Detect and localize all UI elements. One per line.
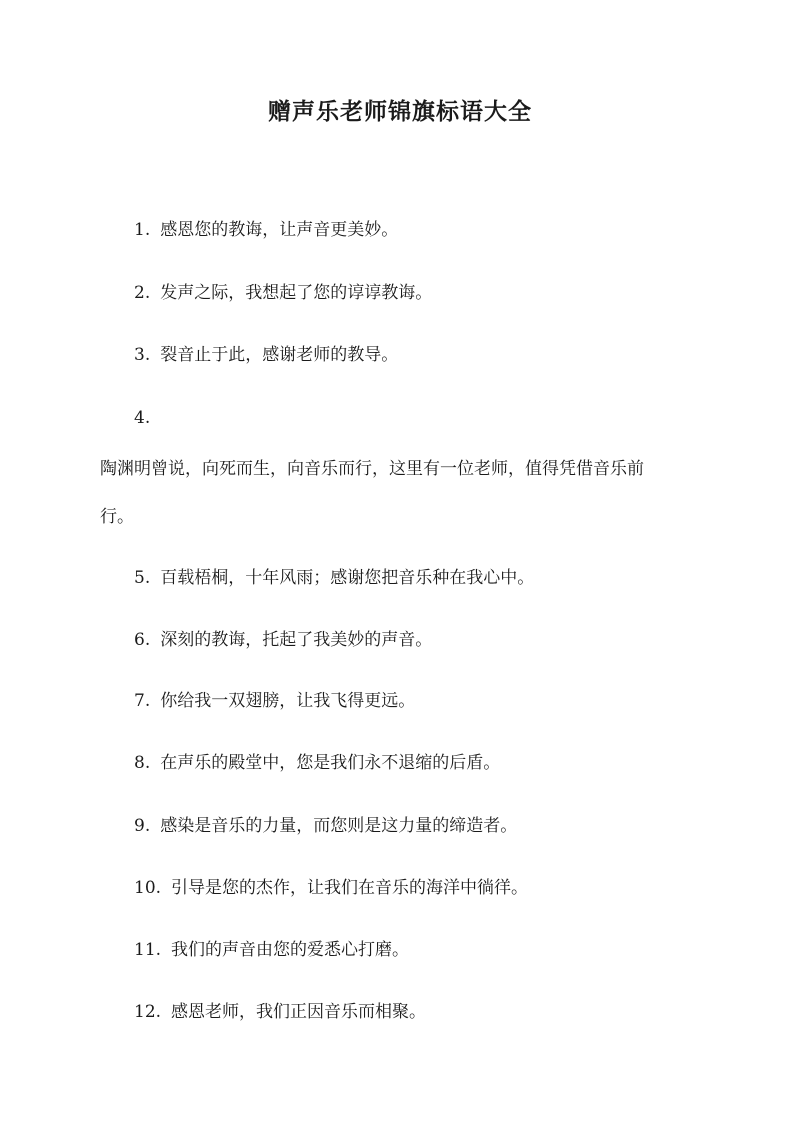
list-item-12 [134,1000,426,1024]
list-item-5 [134,566,534,590]
item-number: 9. [134,816,151,836]
item-number: 1. [134,220,151,240]
item-text: 百载梧桐，十年风雨；感谢您把音乐种在我心中。 [160,568,535,588]
list-item-6 [134,628,432,652]
item-number: 10. [134,878,162,898]
list-item-4-text-line-1: 陶渊明曾说，向死而生，向音乐而行，这里有一位老师，值得凭借音乐前 [100,459,644,479]
item-text: 感染是音乐的力量，而您则是这力量的缔造者。 [160,816,518,836]
list-item-1 [134,218,398,242]
list-item-9 [134,814,517,838]
item-number: 12. [134,1002,162,1022]
item-number: 7. [134,691,151,711]
item-text: 感恩老师，我们正因音乐而相聚。 [171,1002,427,1022]
list-item-3 [134,343,398,367]
list-item-4 [134,406,160,430]
list-item-7 [134,689,415,713]
item-number: 8. [134,753,151,773]
item-text: 你给我一双翅膀，让我飞得更远。 [160,691,416,711]
item-number: 5. [134,568,151,588]
item-number: 6. [134,630,151,650]
item-text: 深刻的教诲，托起了我美妙的声音。 [160,630,433,650]
item-number: 4. [134,408,151,428]
list-item-10 [134,876,528,900]
document-title: 赠声乐老师锦旗标语大全 [268,98,532,125]
item-text: 引导是您的杰作，让我们在音乐的海洋中徜徉。 [171,878,529,898]
list-item-11 [134,938,409,962]
list-item-8 [134,751,500,775]
item-text: 我们的声音由您的爱悉心打磨。 [171,940,410,960]
item-number: 2. [134,283,151,303]
item-text: 发声之际，我想起了您的谆谆教诲。 [160,283,433,303]
item-text: 在声乐的殿堂中，您是我们永不退缩的后盾。 [160,753,501,773]
item-text: 裂音止于此，感谢老师的教导。 [160,345,399,365]
list-item-2 [134,281,432,305]
item-number: 11. [134,940,162,960]
item-number: 3. [134,345,151,365]
list-item-4-text-line-2: 行。 [100,507,134,527]
item-text: 感恩您的教诲，让声音更美妙。 [160,220,399,240]
